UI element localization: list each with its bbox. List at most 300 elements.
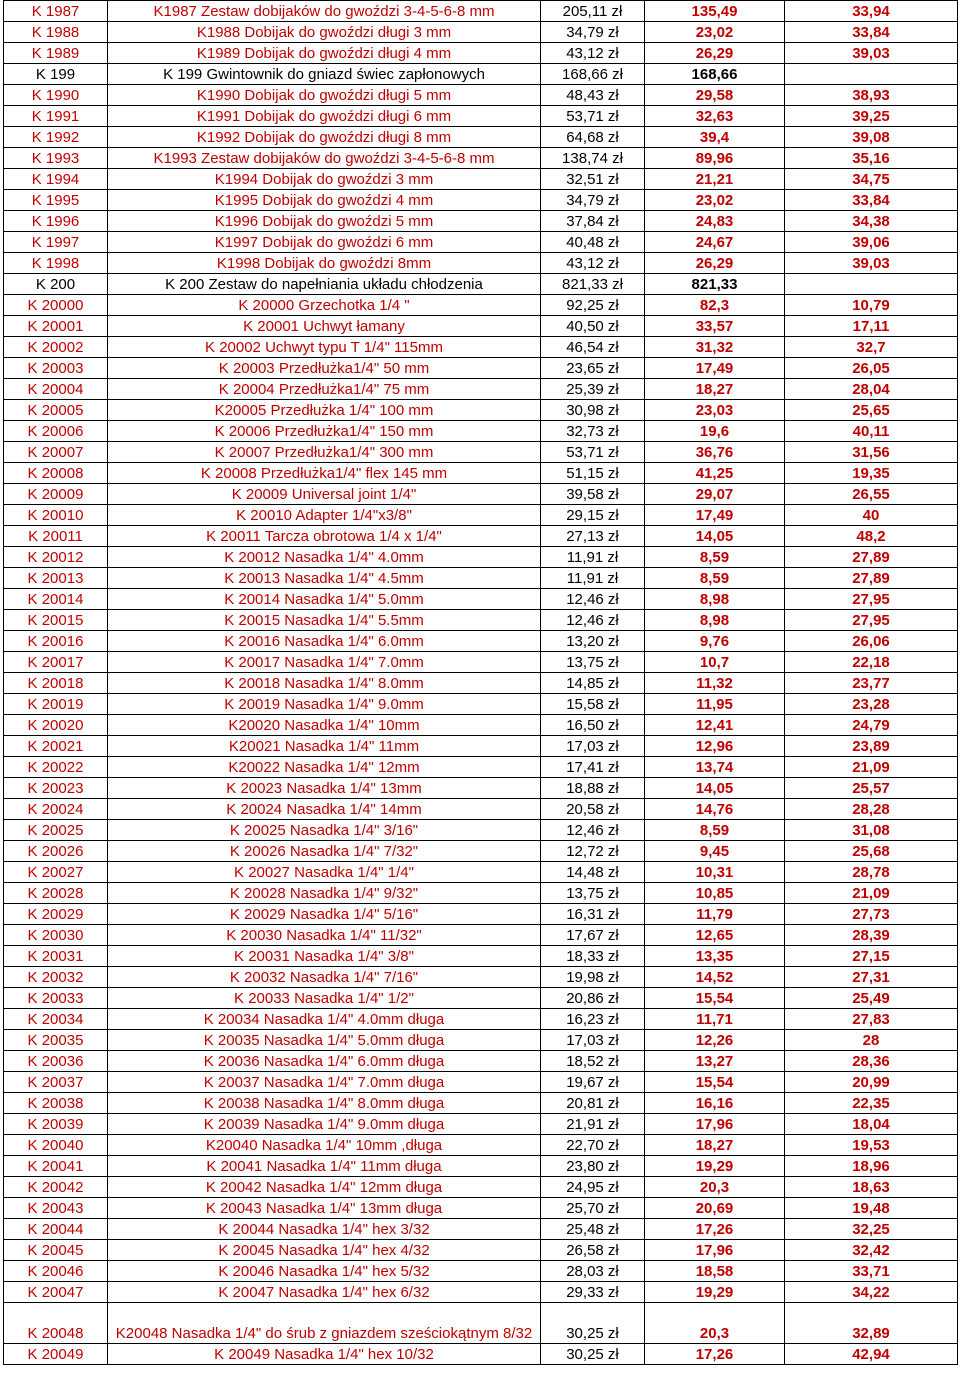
price-cell: 43,12 zł [541,253,645,274]
net-price-cell: 14,05 [645,526,785,547]
discount-percent-cell: 40,11 [785,421,958,442]
price-cell: 23,65 zł [541,358,645,379]
product-name-cell: K 20035 Nasadka 1/4" 5.0mm długa [108,1030,541,1051]
price-cell: 43,12 zł [541,43,645,64]
product-code-cell: K 1996 [4,211,108,232]
product-code-cell: K 199 [4,64,108,85]
product-name-cell: K1993 Zestaw dobijaków do gwoździ 3-4-5-6-8 mm [108,148,541,169]
table-row [4,904,958,925]
product-name-cell: K 20044 Nasadka 1/4" hex 3/32 [108,1219,541,1240]
product-code-cell: K 1992 [4,127,108,148]
table-row [4,106,958,127]
price-cell: 21,91 zł [541,1114,645,1135]
net-price-cell: 82,3 [645,295,785,316]
product-name-cell: K 199 Gwintownik do gniazd świec zapłonowych [108,64,541,85]
price-cell: 24,95 zł [541,1177,645,1198]
table-row [4,1072,958,1093]
discount-percent-cell: 39,25 [785,106,958,127]
discount-percent-cell: 23,89 [785,736,958,757]
product-code-cell: K 20032 [4,967,108,988]
price-cell: 23,80 zł [541,1156,645,1177]
price-cell: 20,81 zł [541,1093,645,1114]
price-cell: 40,50 zł [541,316,645,337]
discount-percent-cell: 23,28 [785,694,958,715]
net-price-cell: 18,58 [645,1261,785,1282]
price-cell: 32,51 zł [541,169,645,190]
price-cell: 11,91 zł [541,547,645,568]
net-price-cell: 17,96 [645,1240,785,1261]
product-code-cell: K 20048 [4,1303,108,1344]
net-price-cell: 17,49 [645,505,785,526]
table-row [4,925,958,946]
discount-percent-cell: 17,11 [785,316,958,337]
product-name-cell: K1996 Dobijak do gwoździ 5 mm [108,211,541,232]
price-cell: 30,25 zł [541,1303,645,1344]
net-price-cell: 12,26 [645,1030,785,1051]
product-name-cell: K 20026 Nasadka 1/4" 7/32" [108,841,541,862]
discount-percent-cell: 28,04 [785,379,958,400]
product-name-cell: K1987 Zestaw dobijaków do gwoździ 3-4-5-6-8 mm [108,1,541,22]
net-price-cell: 12,65 [645,925,785,946]
product-name-cell: K1997 Dobijak do gwoździ 6 mm [108,232,541,253]
table-row [4,1156,958,1177]
product-name-cell: K 20036 Nasadka 1/4" 6.0mm długa [108,1051,541,1072]
discount-percent-cell: 39,08 [785,127,958,148]
discount-percent-cell: 35,16 [785,148,958,169]
discount-percent-cell: 32,89 [785,1303,958,1344]
table-row [4,232,958,253]
table-row [4,736,958,757]
product-name-cell: K 20025 Nasadka 1/4" 3/16" [108,820,541,841]
discount-percent-cell: 26,05 [785,358,958,379]
table-row [4,568,958,589]
net-price-cell: 23,02 [645,22,785,43]
price-cell: 53,71 zł [541,106,645,127]
product-name-cell: K 20046 Nasadka 1/4" hex 5/32 [108,1261,541,1282]
table-row [4,862,958,883]
table-row [4,967,958,988]
net-price-cell: 13,74 [645,757,785,778]
discount-percent-cell: 39,06 [785,232,958,253]
net-price-cell: 15,54 [645,1072,785,1093]
product-code-cell: K 20040 [4,1135,108,1156]
table-row [4,694,958,715]
product-name-cell: K 20032 Nasadka 1/4" 7/16" [108,967,541,988]
product-name-cell: K 20034 Nasadka 1/4" 4.0mm długa [108,1009,541,1030]
table-row [4,421,958,442]
discount-percent-cell [785,64,958,85]
net-price-cell: 9,45 [645,841,785,862]
discount-percent-cell: 27,95 [785,610,958,631]
price-cell: 34,79 zł [541,22,645,43]
price-cell: 92,25 zł [541,295,645,316]
price-cell: 25,48 zł [541,1219,645,1240]
table-row [4,1198,958,1219]
table-row [4,631,958,652]
product-code-cell: K 1994 [4,169,108,190]
table-row [4,127,958,148]
product-name-cell: K 20003 Przedłużka1/4" 50 mm [108,358,541,379]
product-name-cell: K 20038 Nasadka 1/4" 8.0mm długa [108,1093,541,1114]
table-row [4,883,958,904]
product-code-cell: K 20011 [4,526,108,547]
net-price-cell: 8,59 [645,568,785,589]
price-cell: 19,98 zł [541,967,645,988]
price-cell: 28,03 zł [541,1261,645,1282]
product-name-cell: K 20001 Uchwyt łamany [108,316,541,337]
product-code-cell: K 20013 [4,568,108,589]
net-price-cell: 89,96 [645,148,785,169]
price-cell: 32,73 zł [541,421,645,442]
table-row [4,22,958,43]
product-code-cell: K 20022 [4,757,108,778]
product-code-cell: K 1995 [4,190,108,211]
product-code-cell: K 20019 [4,694,108,715]
discount-percent-cell: 34,22 [785,1282,958,1303]
product-code-cell: K 20003 [4,358,108,379]
table-row [4,1219,958,1240]
net-price-cell: 26,29 [645,43,785,64]
table-row [4,1135,958,1156]
net-price-cell: 17,96 [645,1114,785,1135]
product-code-cell: K 20014 [4,589,108,610]
product-code-cell: K 20045 [4,1240,108,1261]
net-price-cell: 10,7 [645,652,785,673]
table-row [4,1177,958,1198]
discount-percent-cell: 24,79 [785,715,958,736]
table-row [4,1261,958,1282]
table-row [4,1030,958,1051]
product-name-cell: K 20004 Przedłużka1/4" 75 mm [108,379,541,400]
table-row [4,610,958,631]
product-code-cell: K 20041 [4,1156,108,1177]
discount-percent-cell: 19,48 [785,1198,958,1219]
net-price-cell: 14,05 [645,778,785,799]
product-code-cell: K 20009 [4,484,108,505]
product-name-cell: K 20031 Nasadka 1/4" 3/8" [108,946,541,967]
price-cell: 12,46 zł [541,820,645,841]
product-name-cell: K 20023 Nasadka 1/4" 13mm [108,778,541,799]
product-name-cell: K 20013 Nasadka 1/4" 4.5mm [108,568,541,589]
product-code-cell: K 20035 [4,1030,108,1051]
discount-percent-cell: 31,56 [785,442,958,463]
product-code-cell: K 20001 [4,316,108,337]
discount-percent-cell: 32,25 [785,1219,958,1240]
table-row [4,1303,958,1344]
product-code-cell: K 20044 [4,1219,108,1240]
price-table [3,0,958,1365]
net-price-cell: 19,29 [645,1282,785,1303]
table-row [4,295,958,316]
net-price-cell: 10,85 [645,883,785,904]
price-cell: 16,31 zł [541,904,645,925]
net-price-cell: 29,58 [645,85,785,106]
product-name-cell: K 20030 Nasadka 1/4" 11/32" [108,925,541,946]
table-row [4,715,958,736]
table-row [4,505,958,526]
price-cell: 53,71 zł [541,442,645,463]
price-cell: 13,20 zł [541,631,645,652]
price-cell: 14,85 zł [541,673,645,694]
net-price-cell: 18,27 [645,379,785,400]
product-code-cell: K 1989 [4,43,108,64]
net-price-cell: 14,52 [645,967,785,988]
product-code-cell: K 20004 [4,379,108,400]
product-name-cell: K1988 Dobijak do gwoździ długi 3 mm [108,22,541,43]
price-cell: 205,11 zł [541,1,645,22]
table-row [4,442,958,463]
product-name-cell: K1994 Dobijak do gwoździ 3 mm [108,169,541,190]
price-cell: 25,39 zł [541,379,645,400]
product-name-cell: K 20012 Nasadka 1/4" 4.0mm [108,547,541,568]
discount-percent-cell: 26,55 [785,484,958,505]
net-price-cell: 19,6 [645,421,785,442]
product-code-cell: K 20015 [4,610,108,631]
price-cell: 48,43 zł [541,85,645,106]
product-name-cell: K 20014 Nasadka 1/4" 5.0mm [108,589,541,610]
price-cell: 18,88 zł [541,778,645,799]
product-name-cell: K20048 Nasadka 1/4" do śrub z gniazdem sześciokątnym 8/32 [108,1303,541,1344]
product-code-cell: K 20007 [4,442,108,463]
table-row [4,43,958,64]
table-row [4,778,958,799]
price-cell: 17,03 zł [541,1030,645,1051]
net-price-cell: 39,4 [645,127,785,148]
product-code-cell: K 20018 [4,673,108,694]
product-name-cell: K 20000 Grzechotka 1/4 " [108,295,541,316]
price-cell: 20,58 zł [541,799,645,820]
product-code-cell: K 20043 [4,1198,108,1219]
net-price-cell: 23,02 [645,190,785,211]
net-price-cell: 8,98 [645,610,785,631]
net-price-cell: 15,54 [645,988,785,1009]
product-name-cell: K 20017 Nasadka 1/4" 7.0mm [108,652,541,673]
discount-percent-cell: 32,42 [785,1240,958,1261]
product-name-cell: K 20011 Tarcza obrotowa 1/4 x 1/4" [108,526,541,547]
product-code-cell: K 20031 [4,946,108,967]
product-code-cell: K 1990 [4,85,108,106]
discount-percent-cell: 25,57 [785,778,958,799]
discount-percent-cell: 25,65 [785,400,958,421]
net-price-cell: 21,21 [645,169,785,190]
price-cell: 18,33 zł [541,946,645,967]
product-code-cell: K 20024 [4,799,108,820]
table-row [4,337,958,358]
discount-percent-cell: 10,79 [785,295,958,316]
table-row [4,316,958,337]
product-code-cell: K 20012 [4,547,108,568]
discount-percent-cell: 33,84 [785,22,958,43]
table-row [4,1093,958,1114]
price-cell: 27,13 zł [541,526,645,547]
product-name-cell: K 20042 Nasadka 1/4" 12mm długa [108,1177,541,1198]
discount-percent-cell: 19,53 [785,1135,958,1156]
discount-percent-cell: 40 [785,505,958,526]
discount-percent-cell: 27,83 [785,1009,958,1030]
price-cell: 30,25 zł [541,1344,645,1365]
table-row [4,85,958,106]
net-price-cell: 10,31 [645,862,785,883]
discount-percent-cell: 18,63 [785,1177,958,1198]
product-code-cell: K 1998 [4,253,108,274]
table-row [4,463,958,484]
price-cell: 12,46 zł [541,610,645,631]
net-price-cell: 20,3 [645,1177,785,1198]
discount-percent-cell: 19,35 [785,463,958,484]
price-cell: 64,68 zł [541,127,645,148]
price-cell: 37,84 zł [541,211,645,232]
product-code-cell: K 20006 [4,421,108,442]
table-row [4,526,958,547]
product-code-cell: K 200 [4,274,108,295]
discount-percent-cell: 28,36 [785,1051,958,1072]
product-code-cell: K 20028 [4,883,108,904]
product-name-cell: K 20027 Nasadka 1/4" 1/4" [108,862,541,883]
discount-percent-cell: 20,99 [785,1072,958,1093]
price-cell: 168,66 zł [541,64,645,85]
product-code-cell: K 20010 [4,505,108,526]
product-name-cell: K 20041 Nasadka 1/4" 11mm długa [108,1156,541,1177]
price-cell: 12,72 zł [541,841,645,862]
table-row [4,253,958,274]
discount-percent-cell: 18,96 [785,1156,958,1177]
discount-percent-cell: 31,08 [785,820,958,841]
product-name-cell: K20020 Nasadka 1/4" 10mm [108,715,541,736]
product-code-cell: K 20030 [4,925,108,946]
discount-percent-cell: 42,94 [785,1344,958,1365]
discount-percent-cell: 27,15 [785,946,958,967]
net-price-cell: 33,57 [645,316,785,337]
net-price-cell: 13,35 [645,946,785,967]
price-cell: 30,98 zł [541,400,645,421]
price-cell: 16,23 zł [541,1009,645,1030]
discount-percent-cell: 18,04 [785,1114,958,1135]
discount-percent-cell: 28,28 [785,799,958,820]
product-name-cell: K 20016 Nasadka 1/4" 6.0mm [108,631,541,652]
product-code-cell: K 20005 [4,400,108,421]
product-code-cell: K 1987 [4,1,108,22]
product-code-cell: K 20039 [4,1114,108,1135]
table-row [4,64,958,85]
discount-percent-cell: 39,03 [785,253,958,274]
net-price-cell: 11,71 [645,1009,785,1030]
table-row [4,799,958,820]
table-row [4,841,958,862]
discount-percent-cell: 27,31 [785,967,958,988]
net-price-cell: 24,67 [645,232,785,253]
net-price-cell: 18,27 [645,1135,785,1156]
product-code-cell: K 20023 [4,778,108,799]
net-price-cell: 11,95 [645,694,785,715]
price-cell: 13,75 zł [541,652,645,673]
price-cell: 11,91 zł [541,568,645,589]
table-row [4,400,958,421]
discount-percent-cell: 25,68 [785,841,958,862]
discount-percent-cell: 28 [785,1030,958,1051]
discount-percent-cell: 48,2 [785,526,958,547]
price-cell: 29,15 zł [541,505,645,526]
product-name-cell: K1992 Dobijak do gwoździ długi 8 mm [108,127,541,148]
net-price-cell: 41,25 [645,463,785,484]
product-name-cell: K 20024 Nasadka 1/4" 14mm [108,799,541,820]
product-name-cell: K 20006 Przedłużka1/4" 150 mm [108,421,541,442]
product-code-cell: K 20020 [4,715,108,736]
table-row [4,274,958,295]
table-row [4,673,958,694]
net-price-cell: 29,07 [645,484,785,505]
product-name-cell: K1990 Dobijak do gwoździ długi 5 mm [108,85,541,106]
net-price-cell: 168,66 [645,64,785,85]
product-name-cell: K 20018 Nasadka 1/4" 8.0mm [108,673,541,694]
discount-percent-cell: 38,93 [785,85,958,106]
discount-percent-cell: 33,71 [785,1261,958,1282]
product-name-cell: K 20037 Nasadka 1/4" 7.0mm długa [108,1072,541,1093]
price-cell: 17,67 zł [541,925,645,946]
price-cell: 40,48 zł [541,232,645,253]
table-row [4,547,958,568]
discount-percent-cell: 32,7 [785,337,958,358]
product-code-cell: K 20036 [4,1051,108,1072]
net-price-cell: 17,26 [645,1344,785,1365]
discount-percent-cell: 28,39 [785,925,958,946]
net-price-cell: 8,59 [645,820,785,841]
product-code-cell: K 1997 [4,232,108,253]
net-price-cell: 32,63 [645,106,785,127]
product-name-cell: K1991 Dobijak do gwoździ długi 6 mm [108,106,541,127]
price-cell: 13,75 zł [541,883,645,904]
net-price-cell: 11,79 [645,904,785,925]
table-row [4,757,958,778]
discount-percent-cell: 27,89 [785,568,958,589]
net-price-cell: 17,49 [645,358,785,379]
discount-percent-cell: 28,78 [785,862,958,883]
price-cell: 17,41 zł [541,757,645,778]
price-cell: 19,67 zł [541,1072,645,1093]
table-row [4,169,958,190]
product-name-cell: K 200 Zestaw do napełniania układu chłodzenia [108,274,541,295]
table-row [4,1051,958,1072]
price-table-body [4,1,958,1365]
product-code-cell: K 20002 [4,337,108,358]
table-row [4,820,958,841]
price-cell: 25,70 zł [541,1198,645,1219]
product-code-cell: K 20025 [4,820,108,841]
product-name-cell: K 20002 Uchwyt typu T 1/4" 115mm [108,337,541,358]
product-code-cell: K 20027 [4,862,108,883]
price-cell: 22,70 zł [541,1135,645,1156]
product-code-cell: K 1988 [4,22,108,43]
table-row [4,211,958,232]
price-cell: 138,74 zł [541,148,645,169]
net-price-cell: 20,3 [645,1303,785,1344]
net-price-cell: 20,69 [645,1198,785,1219]
product-code-cell: K 20000 [4,295,108,316]
net-price-cell: 9,76 [645,631,785,652]
product-code-cell: K 20042 [4,1177,108,1198]
discount-percent-cell: 34,38 [785,211,958,232]
table-row [4,1282,958,1303]
product-code-cell: K 20037 [4,1072,108,1093]
price-cell: 51,15 zł [541,463,645,484]
product-code-cell: K 20008 [4,463,108,484]
table-row [4,358,958,379]
product-code-cell: K 20038 [4,1093,108,1114]
net-price-cell: 24,83 [645,211,785,232]
price-cell: 16,50 zł [541,715,645,736]
product-code-cell: K 20017 [4,652,108,673]
product-code-cell: K 20049 [4,1344,108,1365]
net-price-cell: 23,03 [645,400,785,421]
